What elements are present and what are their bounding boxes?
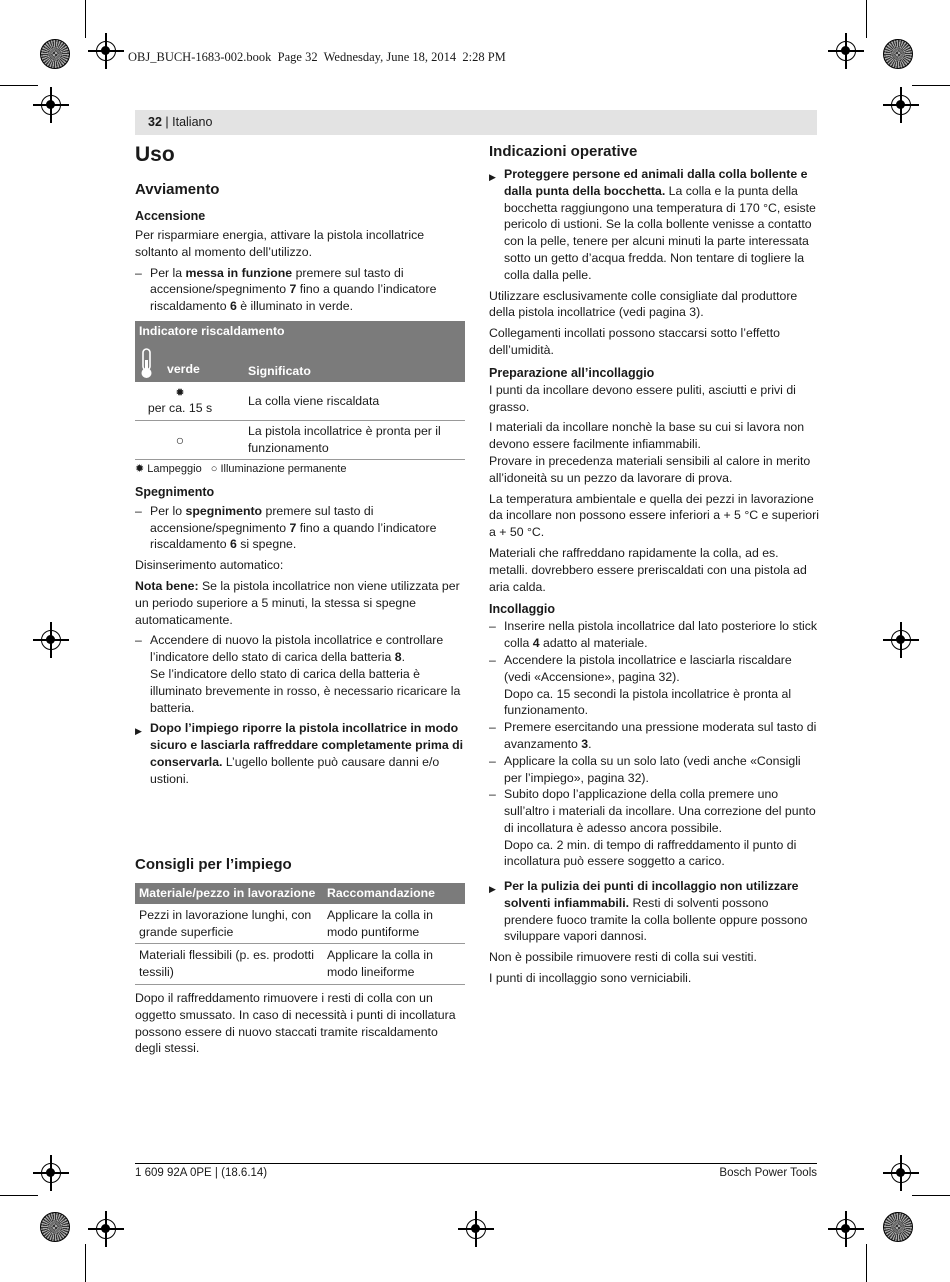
registration-mark-icon	[41, 95, 61, 115]
color-registration-icon	[883, 39, 913, 69]
tips-table	[135, 883, 465, 985]
list-item: – Applicare la colla su un solo lato (vedi anche «Consigli per l’impiego», pagina 32).	[489, 753, 801, 785]
paragraph: Materiali che raffreddano rapidamente la colla, ad es. metalli. dovrebbero essere preriscaldati con una pistola ad aria calda.	[489, 545, 807, 594]
paragraph: Non è possibile rimuovere resti di colla sui vestiti.	[489, 950, 757, 965]
col-meaning: Significato	[248, 363, 311, 378]
page-language: Italiano	[172, 115, 213, 129]
paragraph: La temperatura ambientale e quella dei pezzi in lavorazione da incollare non possono essere inferiori a + 5 °C e superiori a + 50 °C.	[489, 491, 819, 540]
color-registration-icon	[40, 1212, 70, 1242]
registration-mark-icon	[96, 41, 116, 61]
heading-incollaggio: Incollaggio	[489, 602, 555, 617]
paragraph: Collegamenti incollati possono staccarsi sotto l’effetto dell’umidità.	[489, 326, 780, 357]
paragraph: Dopo il raffreddamento rimuovere i resti di colla con un oggetto smussato. In caso di necessità i punti di incollatura possono essere di nuovo staccati tramite riscaldamento degli stessi.	[135, 990, 456, 1056]
registration-mark-icon	[836, 1219, 856, 1239]
triangle-bullet-icon: ▶	[489, 884, 496, 894]
left-column	[135, 142, 465, 792]
list-item: – Premere esercitando una pressione moderata sul tasto di avanzamento 3.	[489, 720, 817, 751]
paragraph: Nota bene: Se la pistola incollatrice non viene utilizzata per un periodo superiore a 5 minuti, la stessa si spegne automaticamente.	[135, 578, 460, 627]
warning-item: ▶ Per la pulizia dei punti di incollaggio non utilizzare solventi infiammabili. Resti di solventi possono prendere fuoco tramite la colla bollente oppure possono sviluppare vapori dannosi.	[489, 879, 808, 944]
list-item: – Inserire nella pistola incollatrice dal lato posteriore lo stick colla 4 adatto al materiale.	[489, 619, 818, 651]
warning-item: ▶ Dopo l’impiego riporre la pistola incollatrice in modo sicuro e lasciarla raffreddare completamente prima di conservarla. L’ugello bollente può causare danni e/o ustioni.	[135, 721, 464, 786]
indicator-row: ✹ per ca. 15 s La colla viene riscaldata	[135, 382, 465, 421]
print-header: OBJ_BUCH-1683-002.book Page 32 Wednesday, June 18, 2014 2:28 PM	[128, 50, 506, 64]
triangle-bullet-icon: ▶	[489, 172, 496, 182]
color-registration-icon	[883, 1212, 913, 1242]
crop-mark	[0, 85, 38, 86]
crop-mark	[85, 0, 86, 38]
heading-accensione: Accensione	[135, 209, 206, 223]
registration-mark-icon	[41, 1163, 61, 1183]
crop-mark	[912, 1195, 950, 1196]
list-item: – Per la messa in funzione premere sul tasto di accensione/spegnimento 7 fino a quando l’indicatore riscaldamento 6 è illuminato in verde.	[135, 265, 437, 314]
list-item: – Subito dopo l’applicazione della colla premere uno sull’altro i materiali da incollare. Una correzione del punto di incollatura è adesso ancora possibile. Dopo ca. 2 min. di tempo di raffreddamento il punto di incollatura può essere soggetto a carico.	[489, 787, 816, 869]
footer-right: Bosch Power Tools	[719, 1167, 817, 1179]
indicator-table-title: Indicatore riscaldamento	[139, 323, 285, 338]
right-column	[489, 142, 819, 870]
registration-mark-icon	[891, 630, 911, 650]
footer-left: 1 609 92A 0PE | (18.6.14)	[135, 1167, 268, 1179]
color-registration-icon	[40, 39, 70, 69]
steady-light-icon: ○	[175, 431, 185, 448]
indicator-row: ○ La pistola incollatrice è pronta per il funzionamento	[135, 421, 465, 460]
list-item: – Accendere di nuovo la pistola incollatrice e controllare l’indicatore dello stato di carica della batteria 8. Se l’indicatore dello stato di carica della batteria è illuminato brevemente in rosso, è necessario ricaricare la batteria.	[135, 633, 461, 715]
indicator-table	[135, 321, 465, 478]
section-title-uso: Uso	[135, 143, 175, 166]
paragraph: Utilizzare esclusivamente colle consigliate dal produttore della pistola incollatrice (vedi pagina 3).	[489, 288, 798, 320]
registration-mark-icon	[41, 630, 61, 650]
list-item: – Per lo spegnimento premere sul tasto di accensione/spegnimento 7 fino a quando l’indicatore riscaldamento 6 si spegne.	[135, 503, 437, 552]
paragraph: Provare in precedenza materiali sensibili al calore in merito all’idoneità su un pezzo da lavorare di prova.	[489, 453, 811, 485]
registration-mark-icon	[891, 95, 911, 115]
heading-spegnimento: Spegnimento	[135, 484, 215, 499]
page-number: 32	[148, 115, 162, 129]
registration-mark-icon	[96, 1219, 116, 1239]
blink-icon: ✹	[175, 386, 185, 399]
table-row: Pezzi in lavorazione lunghi, con grande superficie Applicare la colla in modo puntiforme	[135, 904, 465, 944]
list-item: – Accendere la pistola incollatrice e lasciarla riscaldare (vedi «Accensione», pagina 32). Dopo ca. 15 secondi la pistola incollatrice è pronta al funzionamento.	[489, 652, 792, 718]
registration-mark-icon	[891, 1163, 911, 1183]
warning-item: ▶ Proteggere persone ed animali dalla colla bollente e dalla punta della bocchetta. La colla e la punta della bocchetta raggiungono una temperatura di 170 °C, esiste pericolo di ustioni. Se la colla bollente venisse a contatto con la pelle, tenere per alcuni minuti la parte interessata sotto un getto d’acqua fredda. Non tentare di togliere la colla dalla pelle.	[489, 167, 816, 282]
registration-mark-icon	[836, 41, 856, 61]
paragraph: I punti di incollaggio sono verniciabili.	[489, 970, 692, 985]
crop-mark	[866, 0, 867, 38]
crop-mark	[85, 1244, 86, 1282]
col-color: verde	[167, 361, 200, 376]
heading-consigli: Consigli per l’impiego	[135, 856, 292, 873]
heading-avviamento: Avviamento	[135, 181, 220, 198]
indicator-table-header	[135, 321, 465, 382]
left-column-tips	[135, 855, 465, 1061]
thermometer-icon	[140, 348, 152, 378]
indicator-legend: ✹ Lampeggio ○ Illuminazione permanente	[135, 462, 347, 475]
paragraph: Per risparmiare energia, attivare la pistola incollatrice soltanto al momento dell’utilizzo.	[135, 228, 425, 259]
triangle-bullet-icon: ▶	[135, 726, 142, 737]
paragraph: Disinserimento automatico:	[135, 558, 284, 573]
crop-mark	[0, 1195, 38, 1196]
page-header-bar: 32 | Italiano	[135, 110, 817, 135]
crop-mark	[912, 85, 950, 86]
heading-preparazione: Preparazione all’incollaggio	[489, 365, 655, 380]
table-row: Materiali flessibili (p. es. prodotti tessili) Applicare la colla in modo lineiforme	[135, 944, 465, 985]
registration-mark-icon	[466, 1219, 486, 1239]
heading-indicazioni: Indicazioni operative	[489, 143, 638, 160]
right-column-bottom	[489, 878, 819, 991]
footer-rule	[135, 1163, 817, 1164]
crop-mark	[866, 1244, 867, 1282]
tips-table-header: Materiale/pezzo in lavorazione Raccomandazione	[135, 883, 465, 904]
paragraph: I materiali da incollare nonchè la base su cui si lavora non devono essere facilmente infiammabili.	[489, 420, 805, 452]
paragraph: I punti da incollare devono essere puliti, asciutti e privi di grasso.	[489, 382, 796, 414]
